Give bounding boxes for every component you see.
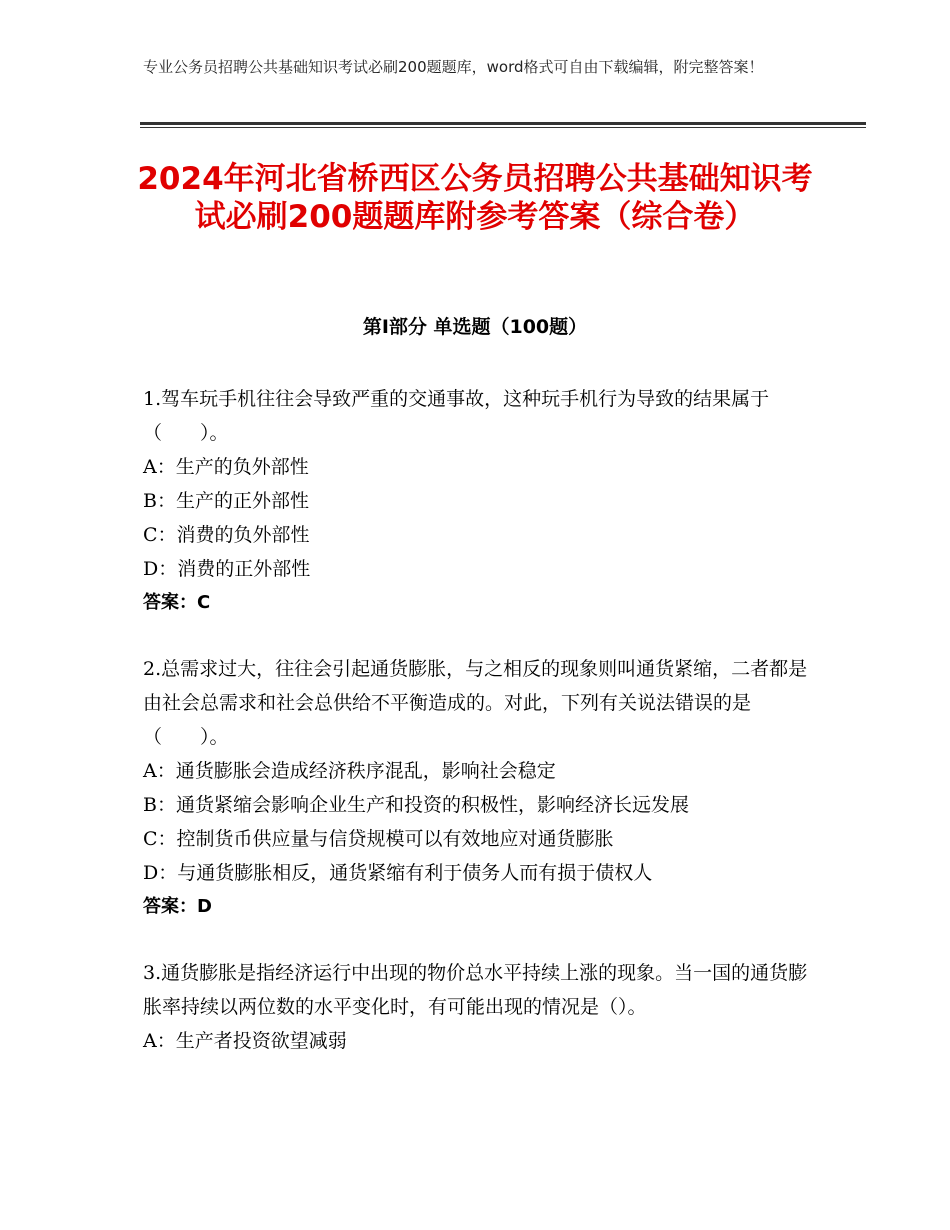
answer: 答案：C bbox=[143, 592, 211, 613]
question-3 bbox=[143, 956, 808, 1058]
option-b: B：生产的正外部性 bbox=[143, 490, 309, 512]
option-a: A：通货膨胀会造成经济秩序混乱，影响社会稳定 bbox=[143, 760, 556, 782]
option-c: C：消费的负外部性 bbox=[143, 524, 310, 546]
option-d: D：消费的正外部性 bbox=[143, 558, 311, 580]
option-a: A：生产者投资欲望减弱 bbox=[143, 1030, 347, 1052]
question-2 bbox=[143, 652, 808, 924]
answer: 答案：D bbox=[143, 896, 212, 917]
question-stem: 2.总需求过大，往往会引起通货膨胀，与之相反的现象则叫通货紧缩，二者都是由社会总需求和社会总供给不平衡造成的。对此，下列有关说法错误的是（ ）。 bbox=[143, 658, 808, 748]
header-rule-thick bbox=[140, 122, 866, 125]
question-stem: 3.通货膨胀是指经济运行中出现的物价总水平持续上涨的现象。当一国的通货膨胀率持续以两位数的水平变化时，有可能出现的情况是（）。 bbox=[143, 962, 808, 1018]
question-list bbox=[143, 382, 808, 1090]
option-a: A：生产的负外部性 bbox=[143, 456, 309, 478]
header-note: 专业公务员招聘公共基础知识考试必刷200题题库，word格式可自由下载编辑，附完整答案！ bbox=[143, 58, 764, 76]
option-c: C：控制货币供应量与信贷规模可以有效地应对通货膨胀 bbox=[143, 828, 614, 850]
section-title: 第Ⅰ部分 单选题（100题） bbox=[362, 316, 588, 338]
question-1 bbox=[143, 382, 808, 620]
question-stem: 1.驾车玩手机往往会导致严重的交通事故，这种玩手机行为导致的结果属于（ ）。 bbox=[143, 388, 770, 444]
document-title: 2024年河北省桥西区公务员招聘公共基础知识考试必刷200题题库附参考答案（综合卷） bbox=[137, 161, 813, 235]
option-d: D：与通货膨胀相反，通货紧缩有利于债务人而有损于债权人 bbox=[143, 862, 653, 884]
header-rule-thin bbox=[140, 127, 866, 128]
option-b: B：通货紧缩会影响企业生产和投资的积极性，影响经济长远发展 bbox=[143, 794, 689, 816]
